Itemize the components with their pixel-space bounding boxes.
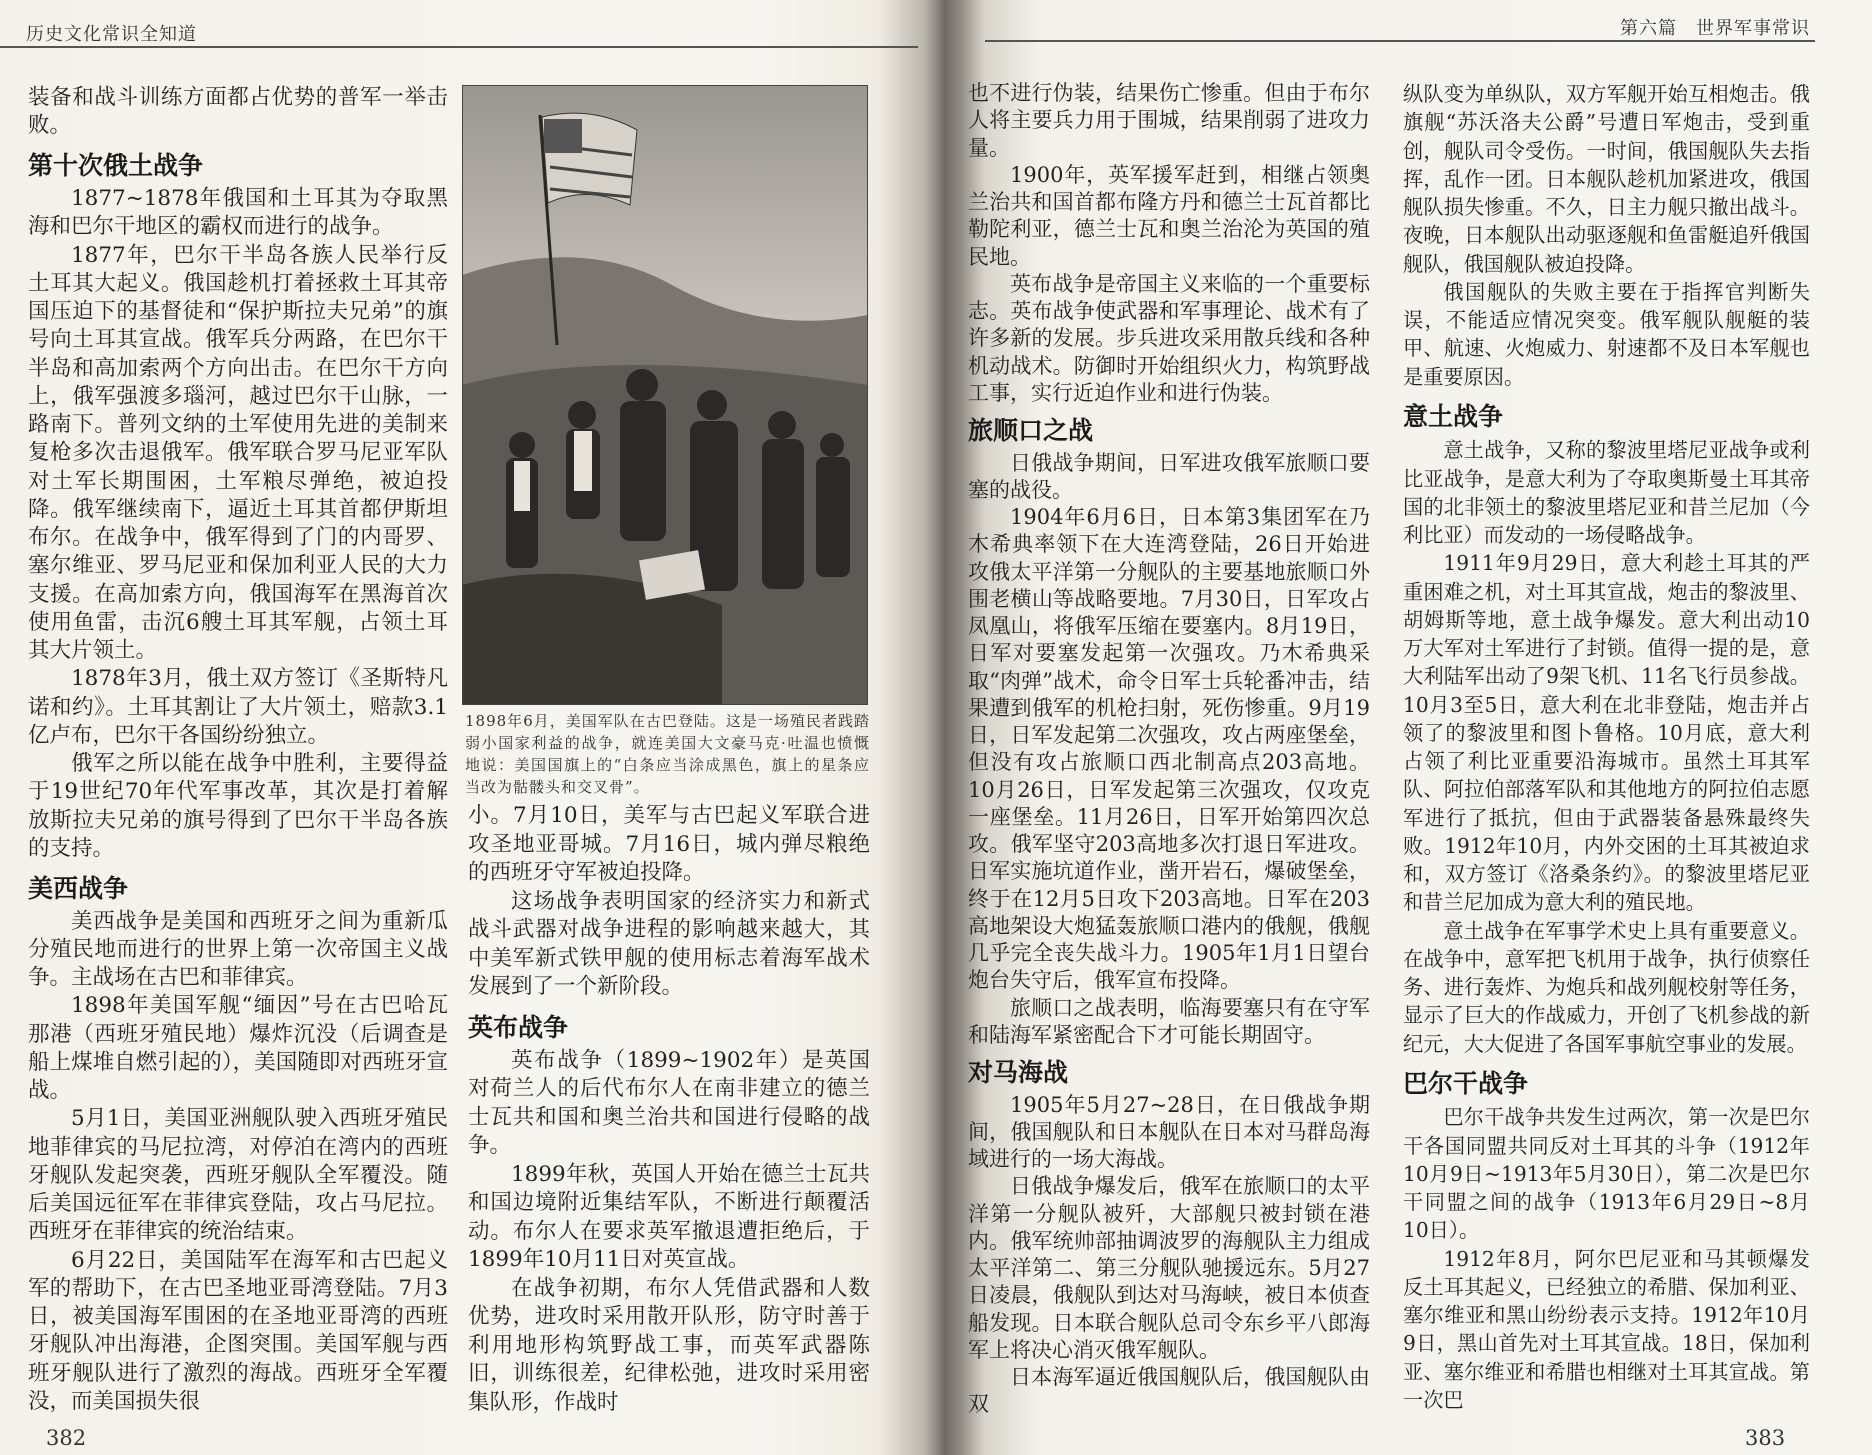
body-paragraph: 6月22日，美国陆军在海军和古巴起义军的帮助下，在古巴圣地亚哥湾登陆。7月3日，被美国海军围困的在圣地亚哥湾的西班牙舰队冲出海港，企图突围。美国军舰与西班牙舰队进行了激烈的海战。西班牙全军覆没，而美国损失很 [28,1247,448,1414]
header-rule-left [0,46,918,48]
left-page-column-2 [468,802,870,1417]
body-paragraph: 日本海军逼近俄国舰队后，俄国舰队由双 [968,1365,1370,1417]
body-paragraph: 英布战争（1899~1902年）是英国对荷兰人的后代布尔人在南非建立的德兰士瓦共和国和奥兰治共和国进行侵略的战争。 [468,1047,870,1158]
page-number-right: 383 [1745,1426,1786,1450]
body-paragraph: 也不进行伪装，结果伤亡惨重。但由于布尔人将主要兵力用于围城，结果削弱了进攻力量。 [968,81,1370,160]
body-paragraph: 俄军之所以能在战争中胜利，主要得益于19世纪70年代军事改革，其次是打着解放斯拉夫兄弟的旗号得到了巴尔干半岛各族的支持。 [28,751,448,861]
body-paragraph: 1911年9月29日，意大利趁土耳其的严重困难之机，对土耳其宣战，炮击的黎波里、胡姆斯等地，意土战争爆发。意大利出动10万大军对土军进行了封锁。值得一提的是，意大利陆军出动了9架飞机、11名飞行员参战。10月3至5日，意大利在北非登陆，炮击并占领了的黎波里和图卜鲁格。10月底，意大利占领了利比亚重要沿海城市。虽然土耳其军队、阿拉伯部落军队和其他地方的阿拉伯志愿军进行了抵抗，但由于武器装备悬殊最终失败。1912年10月，内外交困的土耳其被迫求和，双方签订《洛桑条约》。的黎波里塔尼亚和昔兰尼加成为意大利的殖民地。 [1403,551,1810,915]
body-paragraph: 1898年美国军舰“缅因”号在古巴哈瓦那港（西班牙殖民地）爆炸沉没（后调查是船上煤堆自燃引起的），美国随即对西班牙宣战。 [28,993,448,1103]
body-paragraph: 1878年3月，俄土双方签订《圣斯特凡诺和约》。土耳其割让了大片领土，赔款3.1亿卢布，巴尔干各国纷纷独立。 [28,666,448,748]
body-paragraph: 1912年8月，阿尔巴尼亚和马其顿爆发反土耳其起义，已经独立的希腊、保加利亚、塞尔维亚和黑山纷纷表示支持。1912年10月9日，黑山首先对土耳其宣战。18日，保加利亚、塞尔维亚和希腊也相继对土耳其宣战。第一次巴 [1403,1246,1810,1412]
right-page-column-2 [1403,80,1810,1414]
body-paragraph: 美西战争是美国和西班牙之间为重新瓜分殖民地而进行的世界上第一次帝国主义战争。主战场在古巴和菲律宾。 [28,908,448,990]
left-page-column-1 [28,84,448,1416]
body-paragraph: 日俄战争期间，日军进攻俄军旅顺口要塞的战役。 [968,450,1370,502]
body-paragraph: 日俄战争爆发后，俄军在旅顺口的太平洋第一分舰队被歼，大部舰只被封锁在港内。俄军统帅部抽调波罗的海舰队主力组成太平洋第二、第三分舰队驰援远东。5月27日凌晨，俄舰队到达对马海峡，被日本侦查船发现。日本联合舰队总司令东乡平八郎海军上将决心消灭俄军舰队。 [968,1174,1370,1362]
section-heading: 旅顺口之战 [968,415,1094,445]
section-heading: 对马海战 [968,1057,1069,1087]
body-paragraph: 巴尔干战争共发生过两次，第一次是巴尔干各国同盟共同反对土耳其的斗争（1912年10月9日~1913年5月30日），第二次是巴尔干同盟之间的战争（1913年6月29日~8月10日）。 [1403,1105,1810,1243]
body-paragraph: 小。7月10日，美军与古巴起义军联合进攻圣地亚哥城。7月16日，城内弹尽粮绝的西班牙守军被迫投降。 [468,803,870,885]
running-header-left: 历史文化常识全知道 [26,24,197,45]
illustration-us-landing-cuba [462,85,868,705]
section-heading: 美西战争 [28,873,129,903]
body-paragraph: 在战争初期，布尔人凭借武器和人数优势，进攻时采用散开队形，防守时善于利用地形构筑野战工事，而英军武器陈旧，训练很差，纪律松弛，进攻时采用密集队形，作战时 [468,1275,870,1415]
body-paragraph: 意土战争在军事学术史上具有重要意义。在战争中，意军把飞机用于战争，执行侦察任务、进行轰炸、为炮兵和战列舰校射等任务，显示了巨大的作战威力，开创了飞机参战的新纪元，大大促进了各国军事航空事业的发展。 [1403,918,1810,1056]
body-paragraph: 纵队变为单纵队，双方军舰开始互相炮击。俄旗舰“苏沃洛夫公爵”号遭日军炮击，受到重创，舰队司令受伤。一时间，俄国舰队失去指挥，乱作一团。日本舰队趁机加紧进攻，俄国舰队损失惨重。不久，日主力舰只撤出战斗。夜晚，日本舰队出动驱逐舰和鱼雷艇追歼俄国舰队，俄国舰队被迫投降。 [1403,82,1810,276]
body-paragraph: 这场战争表明国家的经济实力和新式战斗武器对战争进程的影响越来越大，其中美军新式铁甲舰的使用标志着海军战术发展到了一个新阶段。 [468,888,870,999]
right-page-column-1 [968,80,1370,1419]
body-paragraph: 1905年5月27~28日，在日俄战争期间，俄国舰队和日本舰队在日本对马群岛海域进行的一场大海战。 [968,1092,1370,1171]
body-paragraph: 英布战争是帝国主义来临的一个重要标志。英布战争使武器和军事理论、战术有了许多新的发展。步兵进攻采用散兵线和各种机动战术。防御时开始组织火力，构筑野战工事，实行近迫作业和进行伪装。 [968,271,1370,405]
section-heading: 意土战争 [1403,402,1504,432]
section-heading: 英布战争 [468,1012,569,1042]
body-paragraph: 5月1日，美国亚洲舰队驶入西班牙殖民地菲律宾的马尼拉湾，对停泊在湾内的西班牙舰队发起突袭，西班牙舰队全军覆没。随后美国远征军在菲律宾登陆，攻占马尼拉。西班牙在菲律宾的统治结束。 [28,1106,448,1245]
page-number-left: 382 [46,1426,87,1450]
body-paragraph: 1877~1878年俄国和土耳其为夺取黑海和巴尔干地区的霸权而进行的战争。 [28,186,448,240]
body-paragraph: 1904年6月6日，日本第3集团军在乃木希典率领下在大连湾登陆，26日开始进攻俄太平洋第一分舰队的主要基地旅顺口外围老横山等战略要地。7月30日，日军攻占凤凰山，将俄军压缩在要塞内。8月19日，日军对要塞发起第一次强攻。乃木希典采取“肉弹”战术，命令日军士兵轮番冲击，结果遭到俄军的机枪扫射，死伤惨重。9月19日，日军发起第二次强攻，攻占两座堡垒，但没有攻占旅顺口西北制高点203高地。10月26日，日军发起第三次强攻，仅攻克一座堡垒。11月26日，日军开始第四次总攻。俄军坚守203高地多次打退日军进攻。日军实施坑道作业，凿开岩石，爆破堡垒，终于在12月5日攻下203高地。日军在203高地架设大炮猛轰旅顺口港内的俄舰，俄舰几乎完全丧失战斗力。1905年1月1日望台炮台失守后，俄军宣布投降。 [968,505,1370,993]
body-paragraph: 俄国舰队的失败主要在于指挥官判断失误，不能适应情况突变。俄军舰队舰艇的装甲、航速、火炮威力、射速都不及日本军舰也是重要原因。 [1403,279,1810,389]
section-heading: 巴尔干战争 [1403,1069,1529,1099]
header-rule-right [985,40,1815,42]
body-paragraph: 旅顺口之战表明，临海要塞只有在守军和陆海军紧密配合下才可能长期固守。 [968,995,1370,1047]
section-heading: 第十次俄土战争 [28,151,204,180]
left-page-column-2-block [465,710,870,1417]
body-paragraph: 1899年秋，英国人开始在德兰士瓦共和国边境附近集结军队，不断进行颠覆活动。布尔人在要求英军撤退遭拒绝后，于1899年10月11日对英宣战。 [468,1161,870,1272]
running-header-right: 第六篇 世界军事常识 [1620,18,1810,39]
body-paragraph: 1900年，英军援军赶到，相继占领奥兰治共和国首都布隆方丹和德兰士瓦首都比勒陀利亚，德兰士瓦和奥兰治沦为英国的殖民地。 [968,162,1370,269]
body-paragraph: 意土战争，又称的黎波里塔尼亚战争或利比亚战争，是意大利为了夺取奥斯曼土耳其帝国的北非领土的黎波里塔尼亚和昔兰尼加（今利比亚）而发动的一场侵略战争。 [1403,438,1810,547]
body-paragraph: 装备和战斗训练方面都占优势的普军一举击败。 [28,85,448,139]
illustration-caption: 1898年6月，美国军队在古巴登陆。这是一场殖民者践踏弱小国家利益的战争，就连美国大文豪马克·吐温也愤慨地说：美国国旗上的“白条应当涂成黑色，旗上的星条应当改为骷髅头和交叉骨”。 [465,712,870,796]
body-paragraph: 1877年，巴尔干半岛各族人民举行反土耳其大起义。俄国趁机打着拯救土耳其帝国压迫下的基督徒和“保护斯拉夫兄弟”的旗号向土耳其宣战。俄军兵分两路，在巴尔干半岛和高加索两个方向出击。在巴尔干方向上，俄军强渡多瑙河，越过巴尔干山脉，一路南下。普列文纳的土军使用先进的美制来复枪多次击退俄军。俄军联合罗马尼亚军队对土军长期围困，土军粮尽弹绝，被迫投降。俄军继续南下，逼近土耳其首都伊斯坦布尔。在战争中，俄军得到了门的内哥罗、塞尔维亚、罗马尼亚和保加利亚人民的大力支援。在高加索方向，俄国海军在黑海首次使用鱼雷，击沉6艘土耳其军舰，占领土耳其大片领土。 [28,242,448,663]
